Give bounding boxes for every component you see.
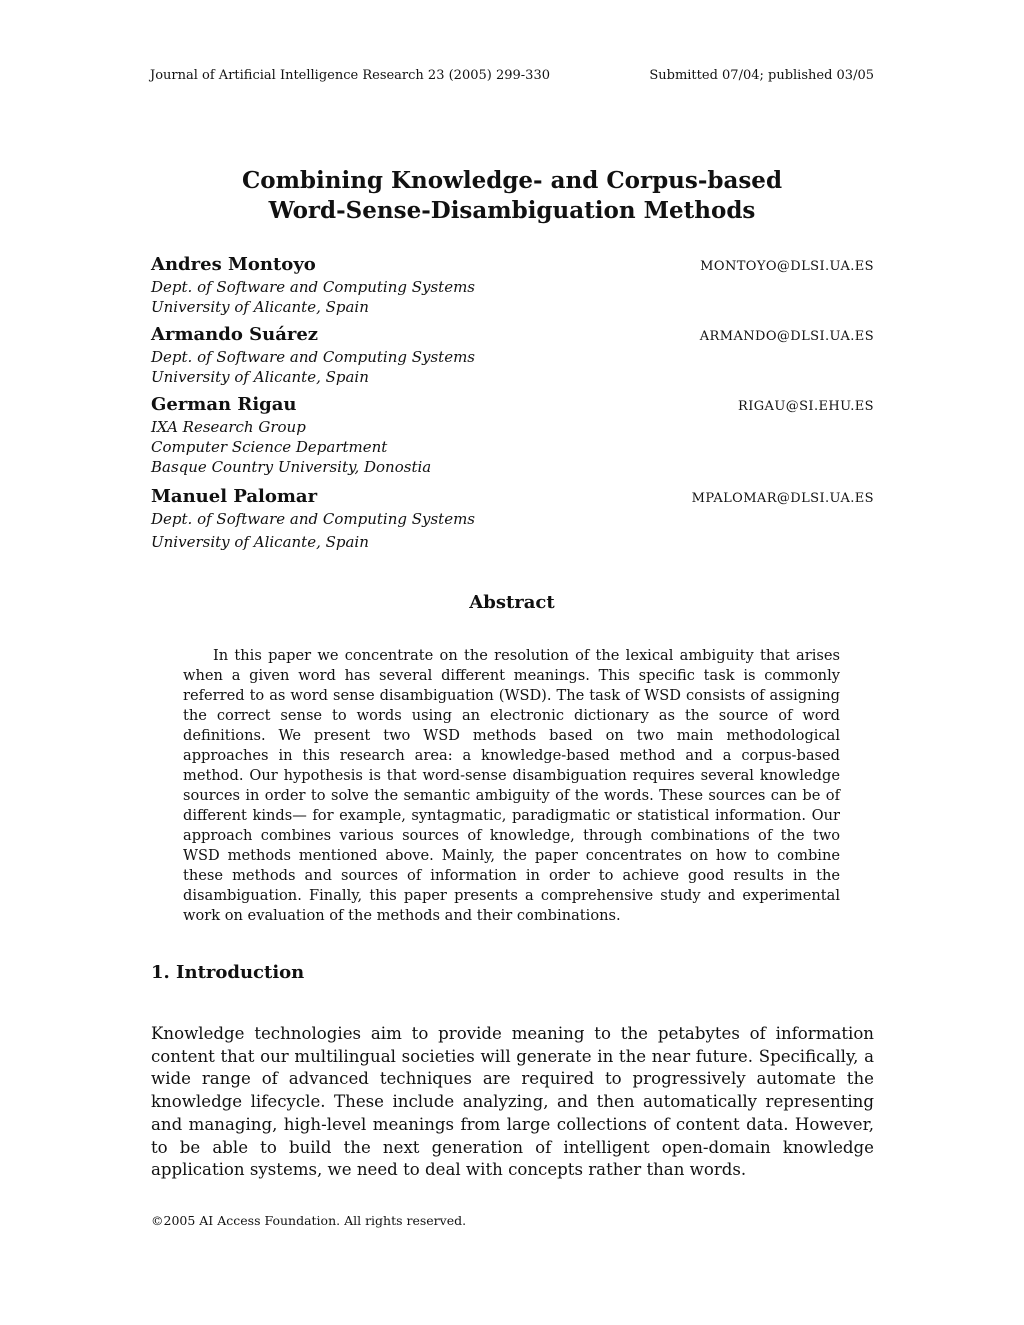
author-affiliation-line: University of Alicante, Spain <box>151 368 369 386</box>
author-email[interactable]: MPALOMAR@DLSI.UA.ES <box>691 491 874 506</box>
author-affiliation-line: Dept. of Software and Computing Systems <box>151 348 476 366</box>
journal-citation: Journal of Artificial Intelligence Research 23 (2005) 299-330 <box>150 68 550 83</box>
author-block-rigau <box>151 393 874 477</box>
abstract-text: In this paper we concentrate on the resolution of the lexical ambiguity that arises when a given word has several different meanings. This specific task is commonly referred to as word sense disambiguation (WSD). The task of WSD consists of assigning the correct sense to words using an electronic dictionary as the source of word definitions. We present two WSD methods based on two main methodological approaches in this research area: a knowledge-based method and a corpus-based method. Our hypothesis is that word-sense disambiguation requires several knowledge sources in order to solve the semantic ambiguity of the words. These sources can be of different kinds— for example, syntagmatic, paradigmatic or statistical information. Our approach combines various sources of knowledge, through combinations of the two WSD methods mentioned above. Mainly, the paper concentrates on how to combine these methods and sources of information in order to achieve good results in the disambiguation. Finally, this paper presents a comprehensive study and experimental work on evaluation of the methods and their combinations. <box>183 647 840 924</box>
author-affiliation-line: Dept. of Software and Computing Systems <box>151 510 476 528</box>
author-affiliation-line: Dept. of Software and Computing Systems <box>151 278 476 296</box>
author-name: Armando Suárez <box>151 324 319 345</box>
paper-title <box>150 166 874 226</box>
author-block-palomar <box>151 485 874 552</box>
author-email[interactable]: MONTOYO@DLSI.UA.ES <box>700 259 874 274</box>
title-line-1: Combining Knowledge- and Corpus-based <box>241 167 783 194</box>
author-affiliation-line: IXA Research Group <box>151 418 306 436</box>
author-email[interactable]: RIGAU@SI.EHU.ES <box>738 399 874 414</box>
author-affiliation-line: Basque Country University, Donostia <box>151 458 432 476</box>
copyright-notice: ©2005 AI Access Foundation. All rights reserved. <box>151 1213 467 1228</box>
author-name: Manuel Palomar <box>151 486 318 507</box>
author-block-suarez <box>151 323 874 387</box>
running-header <box>150 67 874 85</box>
author-name: German Rigau <box>151 394 297 415</box>
introduction-paragraph: Knowledge technologies aim to provide meaning to the petabytes of information content that our multilingual societies will generate in the near future. Specifically, a wide range of advanced techniques are required to progressively automate the knowledge lifecycle. These include analyzing, and then automatically representing and managing, high-level meanings from large collections of content data. However, to be able to build the next generation of intelligent open-domain knowledge application systems, we need to deal with concepts rather than words. <box>151 1024 874 1180</box>
abstract-heading: Abstract <box>469 592 555 613</box>
author-affiliation-line: University of Alicante, Spain <box>151 298 369 316</box>
author-email[interactable]: ARMANDO@DLSI.UA.ES <box>699 329 874 344</box>
author-affiliation-line: University of Alicante, Spain <box>151 533 369 551</box>
section-heading-introduction: 1. Introduction <box>151 962 305 983</box>
submission-dates: Submitted 07/04; published 03/05 <box>649 68 874 83</box>
author-block-montoyo <box>151 253 874 317</box>
author-affiliation-line: Computer Science Department <box>151 438 388 456</box>
title-line-2: Word-Sense-Disambiguation Methods <box>268 197 756 224</box>
author-name: Andres Montoyo <box>151 254 316 275</box>
